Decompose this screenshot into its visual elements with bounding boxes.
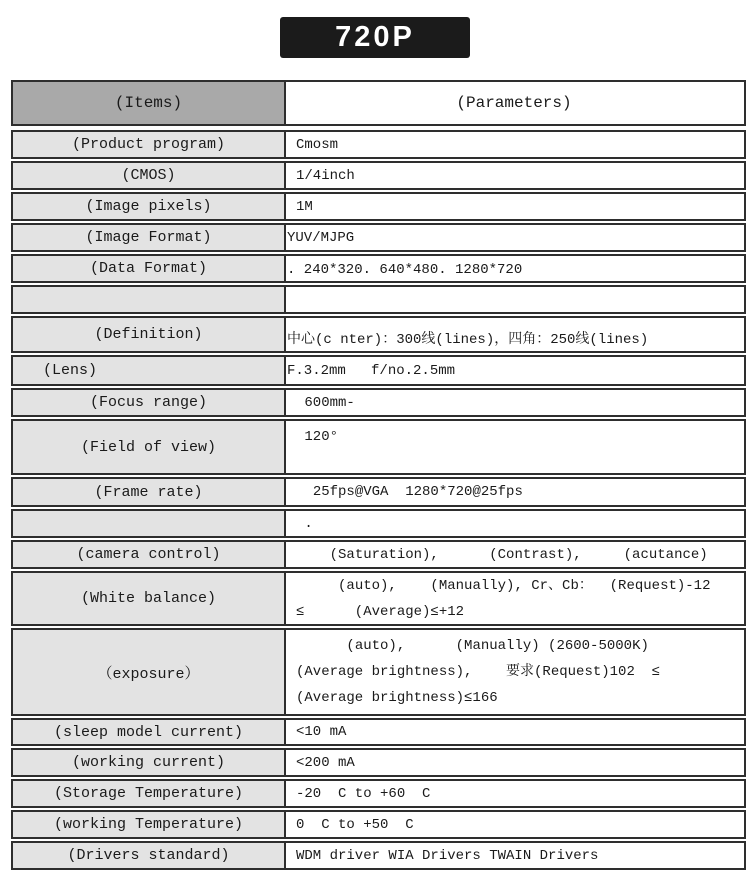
table-row <box>11 388 746 417</box>
item-cell: (camera control) <box>11 540 286 569</box>
table-row <box>11 477 746 507</box>
parameter-cell <box>286 571 746 626</box>
item-cell: (Data Format) <box>11 254 286 283</box>
table-row <box>11 419 746 475</box>
parameter-cell <box>286 419 746 475</box>
item-cell: （exposure） <box>11 628 286 716</box>
parameter-line: Cmosm <box>296 136 339 153</box>
parameter-line: 1/4inch <box>296 167 355 184</box>
table-header-row <box>11 80 746 126</box>
parameter-line: . <box>296 515 313 532</box>
parameter-line: (Saturation), (Contrast), (acutance) <box>296 546 708 563</box>
parameter-line: ≤ (Average)≤+12 <box>296 603 465 620</box>
table-row <box>11 192 746 221</box>
parameter-line: 120° <box>296 429 339 445</box>
item-cell: (Image Format) <box>11 223 286 252</box>
parameters-header-cell: (Parameters) <box>286 80 746 126</box>
item-cell: (Image pixels) <box>11 192 286 221</box>
item-cell: (Storage Temperature) <box>11 779 286 808</box>
item-cell: (Focus range) <box>11 388 286 417</box>
parameter-cell <box>286 388 746 417</box>
table-row <box>11 223 746 252</box>
table-row <box>11 254 746 283</box>
parameter-cell <box>286 254 746 283</box>
parameter-cell <box>286 130 746 159</box>
parameter-line: . 240*320. 640*480. 1280*720 <box>287 262 523 278</box>
parameter-line: 中心(c nter)：300线(lines)，四角：250线(lines) <box>287 332 649 348</box>
parameter-cell <box>286 748 746 777</box>
table-row <box>11 748 746 777</box>
table-row <box>11 161 746 190</box>
item-cell: (CMOS) <box>11 161 286 190</box>
parameter-line: (auto), (Manually) (2600-5000K) <box>296 638 649 654</box>
parameter-cell <box>286 779 746 808</box>
resolution-badge: 720P <box>280 17 470 58</box>
parameter-cell <box>286 810 746 839</box>
parameter-line: YUV/MJPG <box>287 229 355 246</box>
parameter-line: 0 C to +50 C <box>296 816 414 833</box>
parameter-cell <box>286 477 746 507</box>
item-cell: (Lens) <box>11 355 286 386</box>
parameter-cell <box>286 285 746 314</box>
table-row <box>11 571 746 626</box>
items-header-cell: (Items) <box>11 80 286 126</box>
parameter-line: WDM driver WIA Drivers TWAIN Drivers <box>296 847 599 864</box>
table-row <box>11 509 746 538</box>
parameter-cell <box>286 628 746 716</box>
item-cell <box>11 509 286 538</box>
parameter-cell <box>286 540 746 569</box>
parameter-cell <box>286 316 746 353</box>
table-row <box>11 841 746 870</box>
table-row <box>11 316 746 353</box>
table-row <box>11 779 746 808</box>
table-row <box>11 355 746 386</box>
parameter-cell <box>286 161 746 190</box>
spec-table <box>11 80 746 872</box>
table-row <box>11 718 746 746</box>
item-cell: (Definition) <box>11 316 286 353</box>
parameter-line: 600mm- <box>296 394 355 411</box>
table-row <box>11 540 746 569</box>
table-row <box>11 285 746 314</box>
parameter-line: <200 mA <box>296 754 355 771</box>
table-row <box>11 130 746 159</box>
parameter-line: F.3.2mm f/no.2.5mm <box>287 362 456 379</box>
parameter-line: 25fps@VGA 1280*720@25fps <box>296 484 523 500</box>
item-cell: (sleep model current) <box>11 718 286 746</box>
item-cell <box>11 285 286 314</box>
parameter-line: (auto), (Manually), Cr、Cb： (Request)-12 <box>296 577 711 594</box>
parameter-cell <box>286 355 746 386</box>
table-row <box>11 810 746 839</box>
item-cell: (working current) <box>11 748 286 777</box>
table-row <box>11 628 746 716</box>
parameter-cell <box>286 841 746 870</box>
parameter-cell <box>286 718 746 746</box>
parameter-line: (Average brightness)≤166 <box>296 690 498 706</box>
item-cell: (working Temperature) <box>11 810 286 839</box>
item-cell: (White balance) <box>11 571 286 626</box>
parameter-line: <10 mA <box>296 724 347 740</box>
item-cell: (Field of view) <box>11 419 286 475</box>
spec-table-body <box>11 130 746 870</box>
item-cell: (Frame rate) <box>11 477 286 507</box>
parameter-line: (Average brightness), 要求(Request)102 ≤ <box>296 664 661 680</box>
parameter-line: 1M <box>296 198 313 215</box>
parameter-cell <box>286 192 746 221</box>
parameter-cell <box>286 509 746 538</box>
item-cell: (Drivers standard) <box>11 841 286 870</box>
parameter-line: -20 C to +60 C <box>296 785 431 802</box>
parameter-cell <box>286 223 746 252</box>
item-cell: (Product program) <box>11 130 286 159</box>
